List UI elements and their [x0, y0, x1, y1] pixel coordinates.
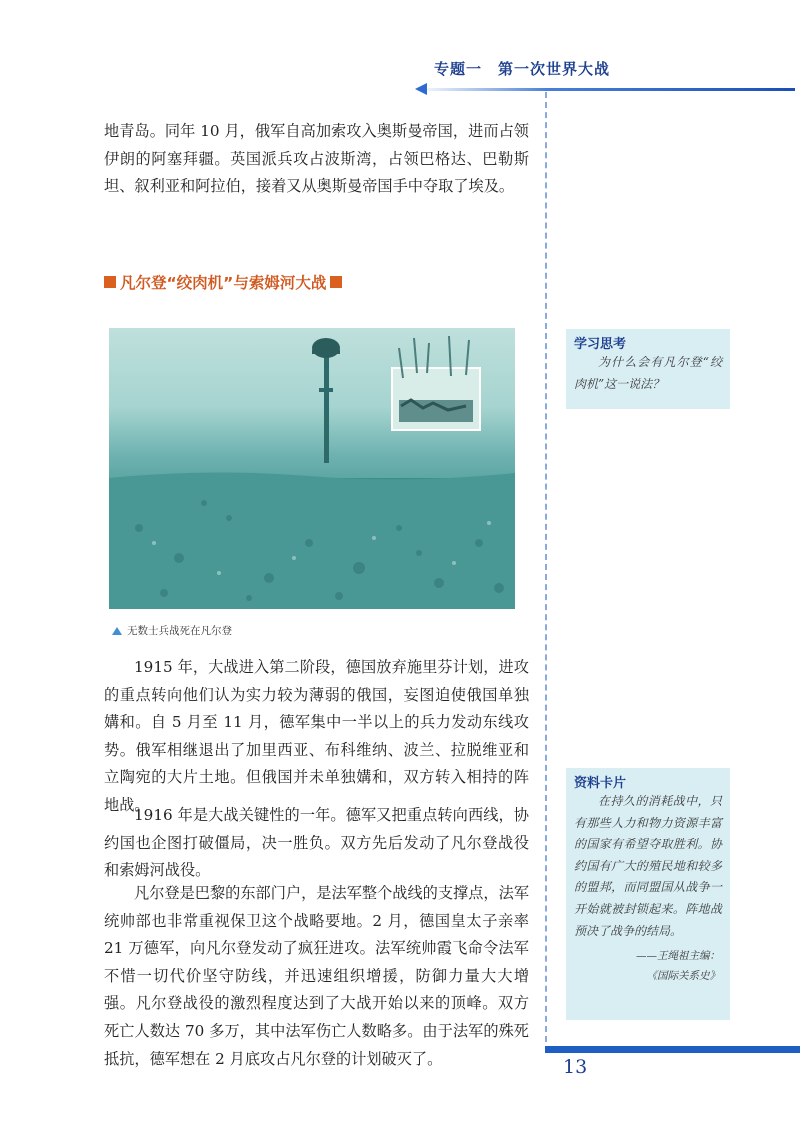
section-heading	[104, 271, 342, 293]
header-rule	[415, 88, 795, 91]
verdun-battlefield-photo	[109, 328, 515, 609]
study-think-box	[566, 329, 730, 409]
info-card-source-author: ——王绳祖主编：	[636, 950, 720, 963]
study-think-title: 学习思考	[574, 337, 627, 352]
figure-caption-text: 无数士兵战死在凡尔登	[127, 625, 232, 637]
chapter-header-title: 专题一 第一次世界大战	[433, 60, 610, 78]
info-card-title: 资料卡片	[574, 776, 627, 791]
paragraph-intro: 地青岛。同年 10 月，俄军自高加索攻入奥斯曼帝国，进而占领伊朗的阿塞拜疆。英国派兵攻占波斯湾，占领巴格达、巴勒斯坦、叙利亚和阿拉伯，接着又从奥斯曼帝国手中夺取了埃及。	[104, 122, 529, 196]
info-card-text: 在持久的消耗战中，只有那些人力和物力资源丰富的国家有希望夺取胜利。协约国有广大的殖民地和较多的盟邦，而同盟国从战争一开始就被封锁起来。阵地战预决了战争的结局。	[574, 794, 722, 938]
paragraph-1916: 1916 年是大战关键性的一年。德军又把重点转向西线，协约国也企图打破僵局，决一胜负。双方先后发动了凡尔登战役和索姆河战役。	[104, 806, 529, 880]
figure-caption	[112, 623, 232, 638]
page-number: 13	[563, 1056, 588, 1078]
paragraph-1915: 1915 年，大战进入第二阶段，德国放弃施里芬计划，进攻的重点转向他们认为实力较为薄弱的俄国，妄图迫使俄国单独媾和。自 5 月至 11 月，德军集中一半以上的兵力发动东线攻势。俄军相继退出了加里西亚、布科维纳、波兰、拉脱维亚和立陶宛的大片土地。但俄国并未单独媾和，双方转入相持的阵地战。	[104, 658, 529, 814]
margin-divider	[545, 92, 547, 1042]
study-think-text: 为什么会有凡尔登“绞肉机”这一说法？	[574, 355, 722, 391]
footer-bar	[545, 1046, 800, 1053]
header-arrow-icon	[415, 83, 427, 95]
info-card-box	[566, 768, 730, 1020]
square-bullet-icon	[104, 276, 116, 288]
section-heading-text: 凡尔登“绞肉机”与索姆河大战	[120, 274, 327, 292]
triangle-marker-icon	[112, 627, 122, 635]
square-bullet-icon	[330, 276, 342, 288]
info-card-source-book: 《国际关系史》	[646, 970, 720, 983]
paragraph-verdun: 凡尔登是巴黎的东部门户，是法军整个战线的支撑点，法军统帅部也非常重视保卫这个战略要地。2 月，德国皇太子亲率 21 万德军，向凡尔登发动了疯狂进攻。法军统帅霞飞命令法军不惜一切代价坚守防线，并迅速组织增援，防御力量大大增强。凡尔登战役的激烈程度达到了大战开始以来的顶峰。双方死亡人数达 70 多万，其中法军伤亡人数略多。由于法军的殊死抵抗，德军想在 2 月底攻占凡尔登的计划破灭了。	[104, 884, 529, 1068]
